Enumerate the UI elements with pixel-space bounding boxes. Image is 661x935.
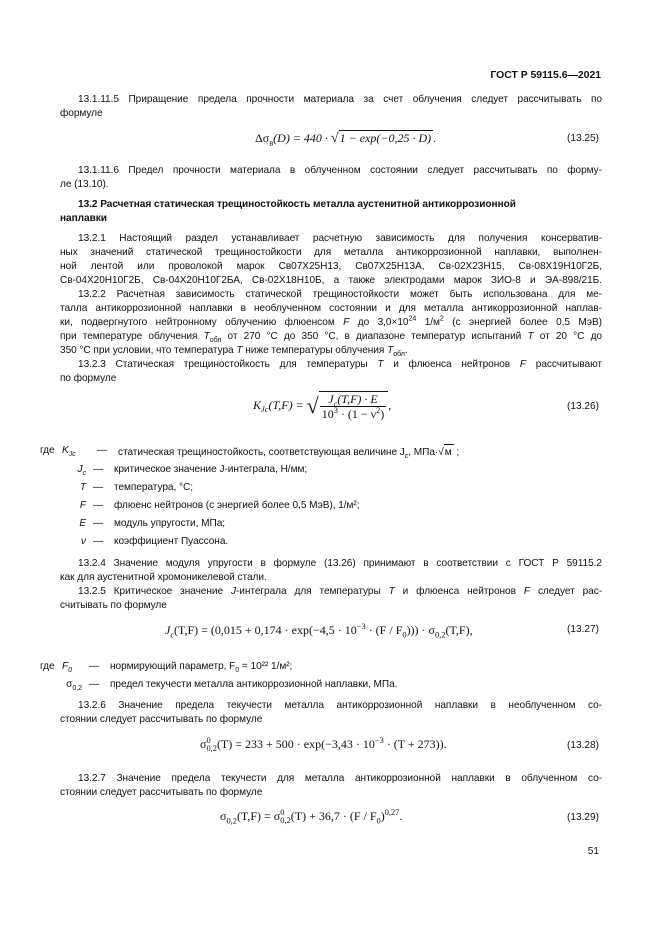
formula-13-26: $K_{Jc}(T,F)$ = √ $\frac{J_c(T,F) \cdot E}{10^3 \cdot (1 - \nu^2)}$ , bbox=[253, 392, 392, 421]
fraction: $\frac{J_c(T,F) \cdot E}{10^3 \cdot (1 - \nu^2)}$ bbox=[321, 392, 385, 421]
paragraph-line: Св-04Х20Н10Г2Б, Св-04Х20Н10Г2БА, Св-02Х18Н10Б, а также электродами марок ЗИО-8 и ЭА-898/21Б. bbox=[60, 275, 602, 286]
paragraph-line: формуле bbox=[60, 108, 103, 119]
legend-row: F — флюенс нейтронов (с энергией более 0,5 МэВ), 1/м²; bbox=[79, 500, 360, 511]
paragraph-13-2-1 bbox=[60, 232, 602, 288]
paragraph-13-2-6 bbox=[60, 699, 602, 727]
paragraph-line: 13.2.1 Настоящий раздел устанавливает расчетную зависимость для получения консерватив- bbox=[78, 233, 602, 244]
paragraph-line: 350 °С при условии, что температура T ниже температуры облучения $T_{обл}$. bbox=[60, 345, 408, 359]
paragraph-line: при температуре облучения $T_{обл}$ от 270 °С до 350 °С, в диапазоне температур испытаний T от 20 °С до bbox=[60, 331, 602, 345]
legend-13-26 bbox=[40, 444, 600, 553]
paragraph-13-2-5 bbox=[60, 585, 602, 613]
paragraph-line: 13.2.6 Значение предела текучести металла антикоррозионной наплавки в необлученном со- bbox=[78, 700, 602, 711]
equation-number-13-25: (13.25) bbox=[567, 133, 599, 144]
paragraph-13-2-7 bbox=[60, 772, 602, 800]
paragraph-line: 13.2.7 Значение предела текучести для металла антикоррозионной наплавки в облученном со- bbox=[78, 773, 602, 784]
formula-13-25: $\Delta\sigma_в(D) = 440 \cdot √1 - \exp(-0,25 \cdot D)$ . bbox=[255, 131, 437, 148]
paragraph-13-2-4 bbox=[60, 557, 602, 585]
paragraph-13-1-11-6 bbox=[60, 164, 602, 192]
formula-13-28: σ 0 0,2 $(T) = 233 + 500 \cdot \exp(-3,43 \cdot 10^{-3} \cdot (T + 273))$. bbox=[200, 736, 447, 754]
paragraph-13-1-11-5 bbox=[60, 93, 602, 121]
heading-line: 13.2 Расчетная статическая трещиностойкость металла аустенитной антикоррозионной bbox=[78, 199, 516, 210]
paragraph-line: 13.1.11.5 Приращение предела прочности материала за счет облучения следует рассчитывать по bbox=[78, 94, 602, 105]
paragraph-line: ной лентой или проволокой марок Св07Х25Н13, Св07Х25Н13А, Св-02Х23Н15, Св-08Х19Н10Г2Б, bbox=[60, 261, 602, 272]
section-heading-13-2 bbox=[60, 198, 602, 226]
legend-13-27 bbox=[40, 660, 600, 696]
equation-number-13-27: (13.27) bbox=[567, 624, 599, 635]
equation-number-13-26: (13.26) bbox=[567, 401, 599, 412]
paragraph-13-2-3 bbox=[60, 358, 602, 386]
legend-row: $J_c$ — критическое значение J-интеграла, Н/мм; bbox=[77, 464, 308, 478]
standard-header: ГОСТ Р 59115.6—2021 bbox=[490, 70, 601, 81]
paragraph-line: ных значений статической трещиностойкости для металла антикоррозионной наплавки, выполнен- bbox=[60, 247, 602, 258]
equation-number-13-28: (13.28) bbox=[567, 740, 599, 751]
paragraph-line: 13.2.5 Критическое значение J-интеграла для температуры T и флюенса нейтронов F следует рас- bbox=[78, 586, 603, 597]
paragraph-line: стоянии следует рассчитывать по формуле bbox=[60, 787, 263, 798]
paragraph-line: считывать по формуле bbox=[60, 600, 167, 611]
page-number: 51 bbox=[587, 846, 599, 857]
legend-row: E — модуль упругости, МПа; bbox=[79, 518, 226, 529]
paragraph-line: по формуле bbox=[60, 373, 117, 384]
equation-number-13-29: (13.29) bbox=[567, 812, 599, 823]
legend-row: $\sigma_{0,2}$ — предел текучести металла антикоррозионной наплавки, МПа. bbox=[66, 679, 398, 693]
legend-row: T — температура, °С; bbox=[79, 482, 193, 493]
paragraph-line: 13.1.11.6 Предел прочности материала в облученном состоянии следует рассчитывать по форму- bbox=[78, 165, 602, 176]
paragraph-line: стоянии следует рассчитывать по формуле bbox=[60, 714, 263, 725]
paragraph-line: 13.2.4 Значение модуля упругости в формуле (13.26) принимают в соответствии с ГОСТ Р 59115.2 bbox=[78, 558, 602, 569]
legend-row: ν — коэффициент Пуассона. bbox=[81, 536, 229, 547]
legend-row: где $F_0$ — нормирующий параметр, $F_0 = 10^{22}$ 1/м²; bbox=[40, 661, 293, 675]
paragraph-line: талла антикоррозионной наплавки в необлученном состоянии и для металла антикоррозионной наплав- bbox=[60, 303, 602, 314]
paragraph-line: как для аустенитной хромоникелевой стали. bbox=[60, 572, 267, 583]
paragraph-line: ки, подвергнутого нейтронному облучению флюенсом F до $3,0\times 10^{24}$ $1/м^2$ (с энергией более 0,5 МэВ) bbox=[60, 315, 602, 328]
paragraph-line: 13.2.3 Статическая трещиностойкость для температуры T и флюенса нейтронов F рассчитывают bbox=[78, 359, 602, 370]
formula-13-27: $J_c(T,F) = (0,015 + 0,174 \cdot \exp(-4,5 \cdot 10^{-3} \cdot (F / F_0))) \cdot \sigma_{0,2}(T,F)$, bbox=[165, 622, 473, 640]
paragraph-line: ле (13.10). bbox=[60, 179, 109, 190]
paragraph-line: 13.2.2 Расчетная зависимость статической трещиностойкости может быть использована для ме- bbox=[78, 289, 602, 300]
heading-line: наплавки bbox=[60, 213, 107, 224]
formula-13-29: $\sigma_{0,2}(T,F) = \sigma$ 0 0,2 $(T) + 36,7 \cdot (F / F_0)^{0,27}$. bbox=[220, 808, 403, 826]
legend-row: где $K_{Jc}$ — статическая трещиностойкость, соответствующая величине $J_c$, МПа·√м ; bbox=[40, 445, 460, 461]
paragraph-13-2-2 bbox=[60, 288, 602, 358]
